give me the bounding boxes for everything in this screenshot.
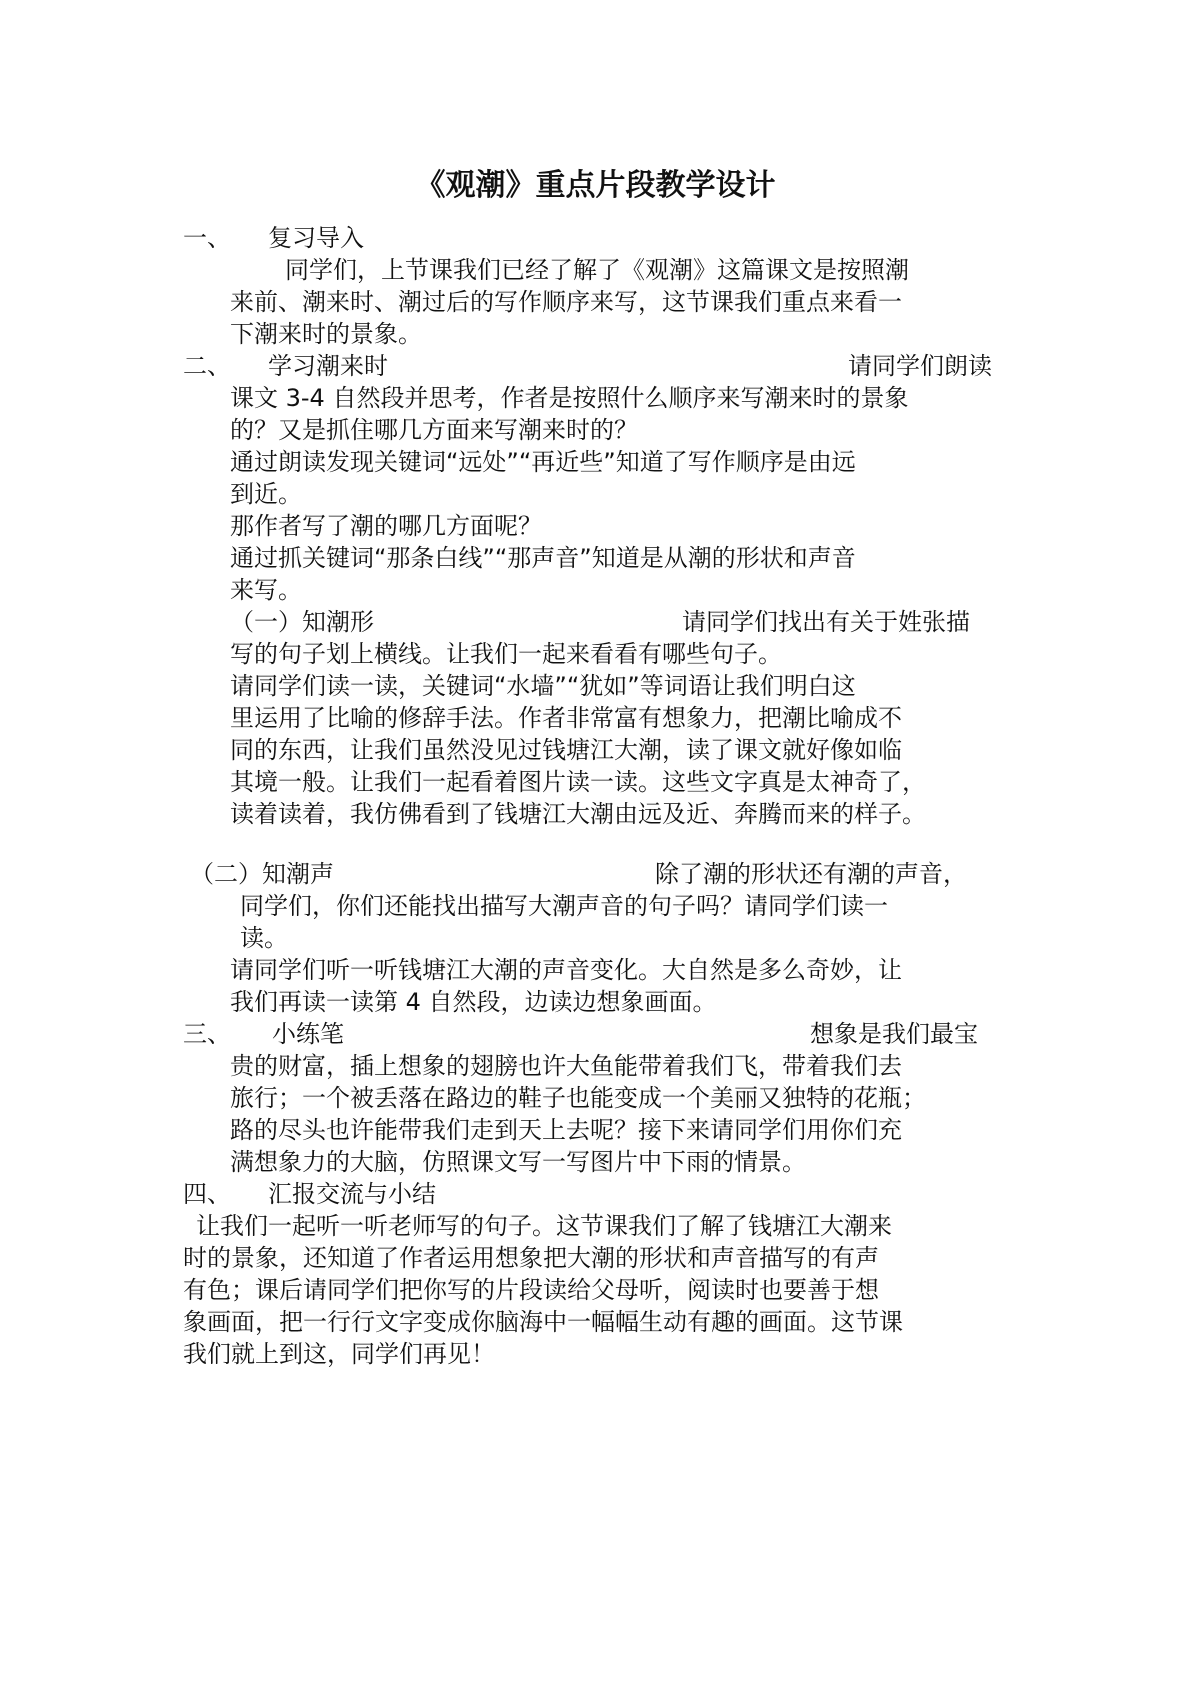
paragraph-line: 通过朗读发现关键词“远处”“再近些”知道了写作顺序是由远 <box>230 448 856 476</box>
paragraph-line: 写的句子划上横线。让我们一起来看看有哪些句子。 <box>230 640 782 668</box>
section-heading: 学习潮来时 <box>268 352 388 380</box>
paragraph-line: 课文 3-4 自然段并思考，作者是按照什么顺序来写潮来时的景象 <box>230 384 909 412</box>
paragraph-line: 里运用了比喻的修辞手法。作者非常富有想象力，把潮比喻成不 <box>230 704 902 732</box>
subsection-heading: （二）知潮声 <box>190 860 334 888</box>
section-inline-text: 想象是我们最宝 <box>810 1020 978 1048</box>
section-heading: 复习导入 <box>268 224 364 252</box>
paragraph-line: 让我们一起听一听老师写的句子。这节课我们了解了钱塘江大潮来 <box>196 1212 892 1240</box>
paragraph-line: 其境一般。让我们一起看着图片读一读。这些文字真是太神奇了， <box>230 768 926 796</box>
section-number: 一、 <box>183 224 231 252</box>
paragraph-line: 时的景象，还知道了作者运用想象把大潮的形状和声音描写的有声 <box>183 1244 879 1272</box>
paragraph-line: 来写。 <box>230 576 302 604</box>
paragraph-line: 下潮来时的景象。 <box>230 320 422 348</box>
paragraph-line: 我们再读一读第 4 自然段，边读边想象画面。 <box>230 988 717 1016</box>
paragraph-line: 到近。 <box>230 480 302 508</box>
subsection-inline-text: 除了潮的形状还有潮的声音， <box>655 860 967 888</box>
paragraph-line: 读着读着，我仿佛看到了钱塘江大潮由远及近、奔腾而来的样子。 <box>230 800 926 828</box>
section-inline-text: 请同学们朗读 <box>848 352 992 380</box>
subsection-heading: （一）知潮形 <box>230 608 374 636</box>
paragraph-line: 那作者写了潮的哪几方面呢？ <box>230 512 542 540</box>
paragraph-line: 同学们，上节课我们已经了解了《观潮》这篇课文是按照潮 <box>285 256 909 284</box>
paragraph-line: 象画面，把一行行文字变成你脑海中一幅幅生动有趣的画面。这节课 <box>183 1308 903 1336</box>
section-heading: 小练笔 <box>272 1020 344 1048</box>
paragraph-line: 贵的财富，插上想象的翅膀也许大鱼能带着我们飞，带着我们去 <box>230 1052 902 1080</box>
paragraph-line: 我们就上到这，同学们再见！ <box>183 1340 495 1368</box>
subsection-inline-text: 请同学们找出有关于姓张描 <box>682 608 970 636</box>
paragraph-line: 请同学们读一读，关键词“水墙”“犹如”等词语让我们明白这 <box>230 672 856 700</box>
section-number: 三、 <box>183 1020 231 1048</box>
paragraph-line: 来前、潮来时、潮过后的写作顺序来写，这节课我们重点来看一 <box>230 288 902 316</box>
document-title: 《观潮》重点片段教学设计 <box>415 168 776 203</box>
paragraph-line: 通过抓关键词“那条白线”“那声音”知道是从潮的形状和声音 <box>230 544 856 572</box>
paragraph-line: 的？又是抓住哪几方面来写潮来时的？ <box>230 416 638 444</box>
paragraph-line: 旅行；一个被丢落在路边的鞋子也能变成一个美丽又独特的花瓶； <box>230 1084 926 1112</box>
section-number: 二、 <box>183 352 231 380</box>
paragraph-line: 路的尽头也许能带我们走到天上去呢？接下来请同学们用你们充 <box>230 1116 902 1144</box>
paragraph-line: 同学们，你们还能找出描写大潮声音的句子吗？请同学们读一 <box>240 892 888 920</box>
section-heading: 汇报交流与小结 <box>268 1180 436 1208</box>
section-number: 四、 <box>183 1180 231 1208</box>
paragraph-line: 满想象力的大脑，仿照课文写一写图片中下雨的情景。 <box>230 1148 806 1176</box>
paragraph-line: 同的东西，让我们虽然没见过钱塘江大潮，读了课文就好像如临 <box>230 736 902 764</box>
paragraph-line: 请同学们听一听钱塘江大潮的声音变化。大自然是多么奇妙，让 <box>230 956 902 984</box>
paragraph-line: 读。 <box>240 924 288 952</box>
paragraph-line: 有色；课后请同学们把你写的片段读给父母听，阅读时也要善于想 <box>183 1276 879 1304</box>
